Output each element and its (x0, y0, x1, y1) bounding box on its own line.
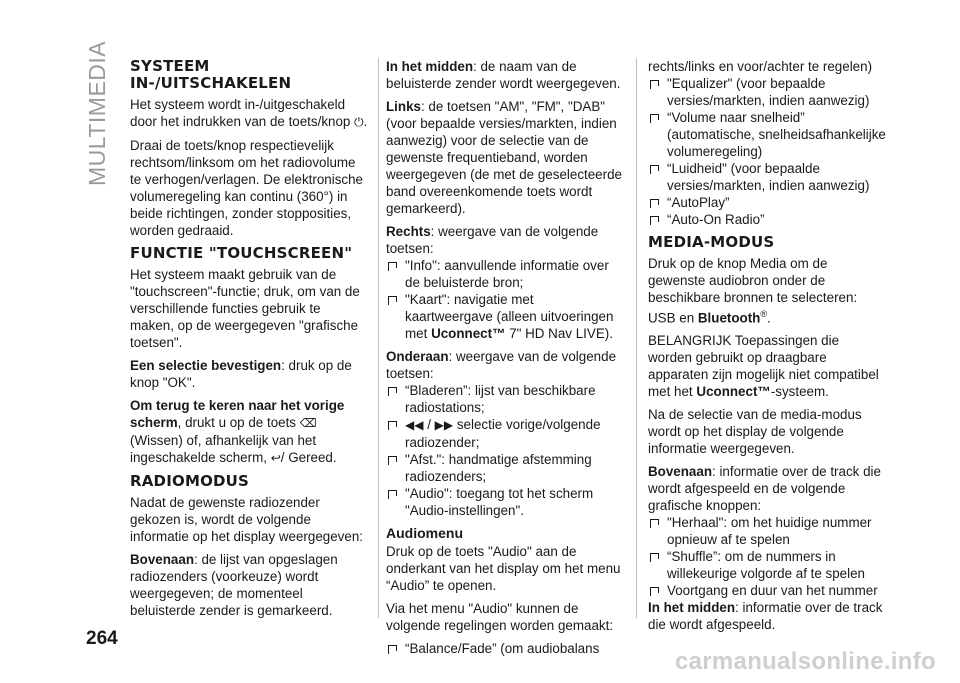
paragraph: Rechts: weergave van de volgende toetsen: (386, 224, 599, 256)
heading-touchscreen: FUNCTIE "TOUCHSCREEN" (130, 243, 353, 262)
list-item: "Herhaal": om het huidige nummer opnieuw af te spelen (648, 514, 886, 548)
paragraph: Bovenaan: informatie over de track die wordt afgespeeld en de volgende grafische knoppen: (648, 464, 881, 514)
paragraph: In het midden: informatie over de track die wordt afgespeeld. (648, 600, 883, 633)
list-item: Voortgang en duur van het nummer (648, 582, 886, 599)
heading-media-mode: MEDIA-MODUS (648, 233, 775, 251)
paragraph: Druk op de toets "Audio" aan de onderkant van het display om het menu “Audio” te openen. (386, 543, 621, 593)
list-item: "Audio": toegang tot het scherm "Audio-instellingen". (386, 485, 624, 519)
list-item: “Balance/Fade” (om audiobalans (386, 640, 624, 657)
paragraph: Links: de toetsen "AM", "FM", "DAB" (voor bepaalde versies/markten, indien aanwezig) voor de selectie van de gewenste frequentieband, worden weergegeven (de met de geselecteerde band overeenkomende toets wordt gemarkeerd). (386, 99, 622, 216)
power-knob-icon: ⏻ (354, 114, 364, 129)
column-1 (130, 58, 368, 625)
column-2 (386, 58, 624, 657)
paragraph: In het midden: de naam van de beluisterde zender wordt weergegeven. (386, 59, 621, 91)
paragraph: BELANGRIJK Toepassingen die worden gebruikt op draagbare apparaten zijn mogelijk niet compatibel met het Uconnect™-systeem. (648, 333, 879, 400)
page-number: 264 (86, 628, 118, 649)
paragraph: Via het menu "Audio" kunnen de volgende regelingen worden gemaakt: (386, 600, 614, 633)
column-divider (636, 58, 637, 618)
paragraph: Bovenaan: de lijst van opgeslagen radiozenders (voorkeuze) wordt weergegeven; de momenteel beluisterde zender is gemarkeerd. (130, 551, 338, 618)
next-icon: ▶▶ (434, 417, 454, 432)
delete-icon: ⌫ (299, 415, 317, 430)
paragraph: Het systeem wordt in-/uitgeschakeld door het indrukken van de toets/knop ⏻. (130, 97, 368, 129)
paragraph: Druk op de knop Media om de gewenste audiobron onder de beschikbare bronnen te selecteren: USB en Bluetooth®. (648, 256, 858, 326)
paragraph: Een selectie bevestigen: druk op de knop "OK". (130, 357, 352, 390)
list-item: "Afst.": handmatige afstemming radiozenders; (386, 451, 624, 485)
heading-system-onoff: SYSTEEM IN-/UITSCHAKELEN (130, 57, 292, 92)
list-item: “Bladeren”: lijst van beschikbare radiostations; (386, 382, 624, 416)
paragraph: Draai de toets/knop respectievelijk rechtsom/linksom om het radiovolume te verhogen/verlagen. De elektronische volumeregeling kan continu (360°) in beide richtingen, zonder stopposities, worden gedraaid. (130, 137, 363, 238)
subheading-audio-menu: Audiomenu (386, 524, 463, 541)
paragraph: rechts/links en voor/achter te regelen) (648, 59, 873, 74)
list-item: “Shuffle”: om de nummers in willekeurige volgorde af te spelen (648, 548, 886, 582)
list-item: ◀◀ / ▶▶ selectie vorige/volgende radiozender; (386, 416, 624, 451)
section-side-label (84, 40, 110, 186)
paragraph: Onderaan: weergave van de volgende toetsen: (386, 349, 617, 381)
list-item: “AutoPlay” (648, 194, 886, 211)
paragraph: Het systeem maakt gebruik van de "touchscreen"-functie; druk, om van de verschillende functies gebruik te maken, op de weergegeven "grafische toetsen". (130, 266, 360, 350)
paragraph: Om terug te keren naar het vorige scherm, drukt u op de toets ⌫ (Wissen) of, afhankelijk van het ingeschakelde scherm, ↩/ Gereed. (130, 397, 345, 465)
list-item: “Volume naar snelheid” (automatische, snelheidsafhankelijke volumeregeling) (648, 109, 886, 160)
side-label-text: MULTIMEDIA (84, 40, 110, 186)
column-divider (378, 58, 379, 618)
list-item: “Luidheid" (voor bepaalde versies/markten, indien aanwezig) (648, 160, 886, 194)
list-item: “Auto-On Radio” (648, 211, 886, 228)
watermark: carmanualsonline.info (674, 648, 936, 675)
heading-radio-mode: RADIOMODUS (130, 471, 250, 490)
paragraph: Nadat de gewenste radiozender gekozen is, wordt de volgende informatie op het display weergegeven: (130, 494, 363, 544)
column-3 (648, 58, 886, 639)
previous-icon: ◀◀ (405, 417, 424, 432)
back-arrow-icon: ↩ (270, 450, 281, 465)
list-item: "Equalizer" (voor bepaalde versies/markten, indien aanwezig) (648, 75, 886, 109)
paragraph: Na de selectie van de media-modus wordt op het display de volgende informatie weergegeven. (648, 407, 862, 457)
list-item: "Info": aanvullende informatie over de beluisterde bron; (386, 257, 624, 291)
list-item: "Kaart": navigatie met kaartweergave (alleen uitvoeringen met Uconnect™ 7" HD Nav LIVE). (386, 291, 624, 342)
